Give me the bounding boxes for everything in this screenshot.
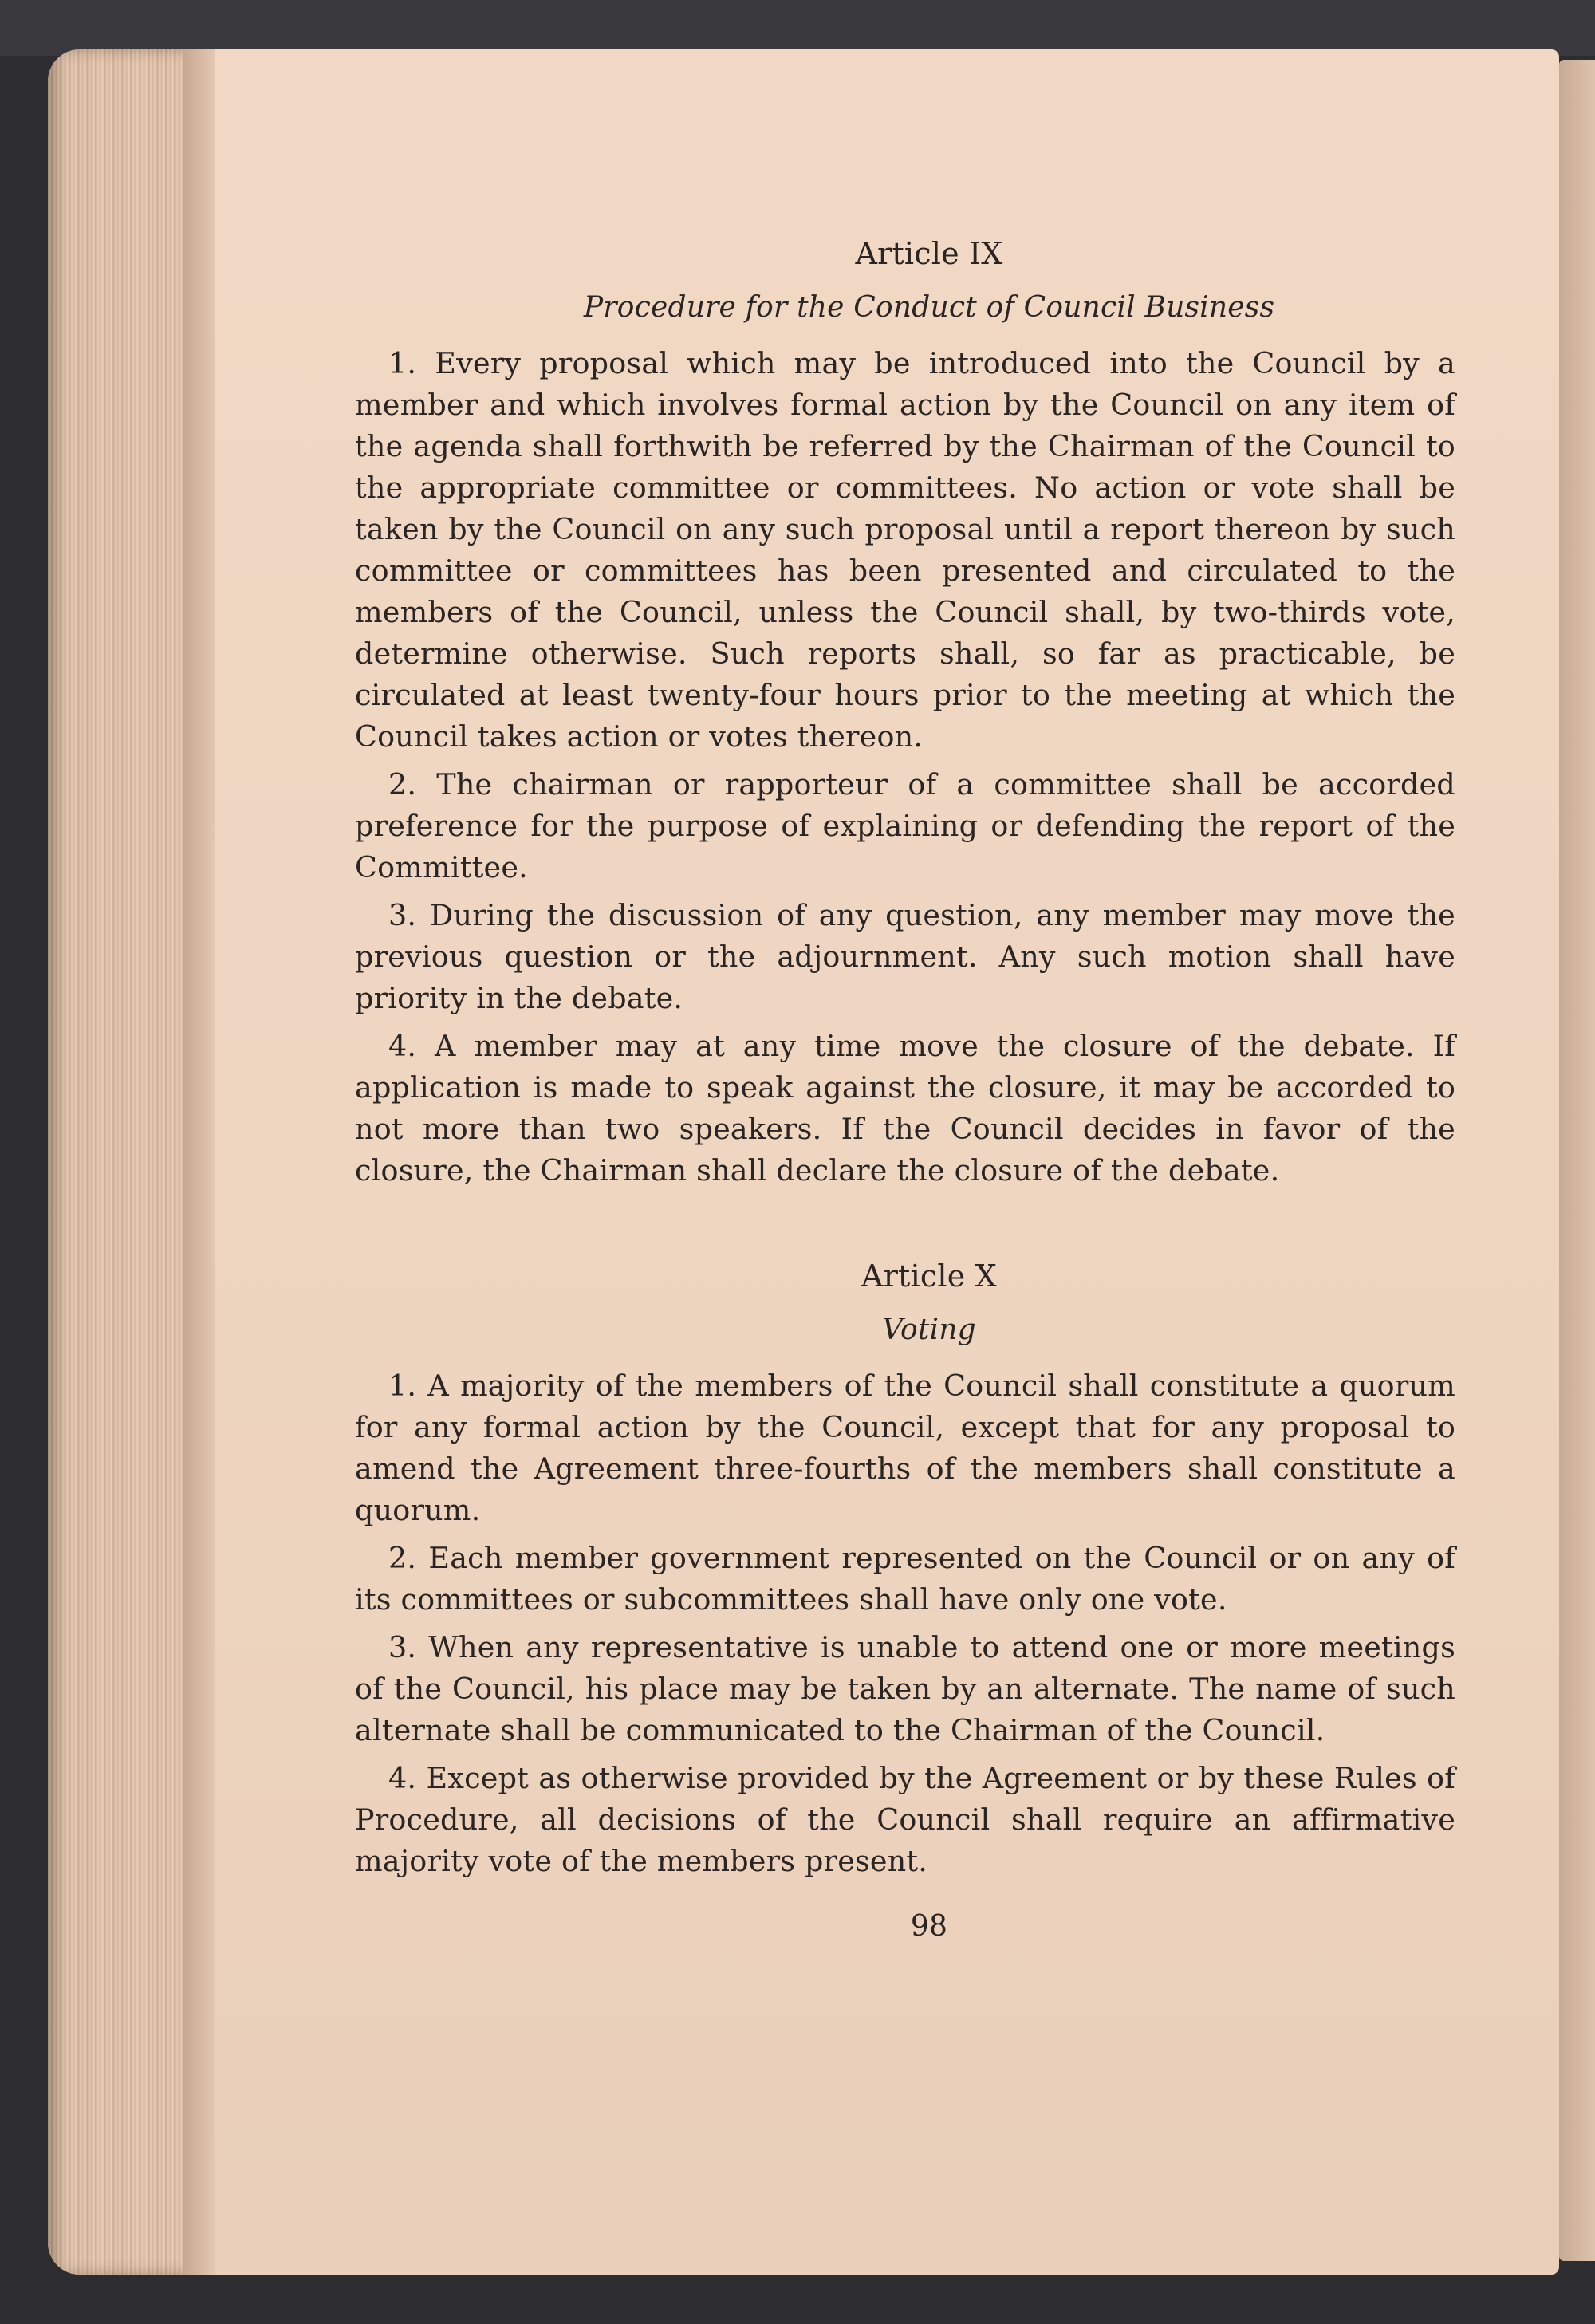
paragraph: 4. Except as otherwise provided by the Agreement or by these Rules of Procedure, all decisions of the Council shall require an affirmative majority vote of the members present. bbox=[355, 1761, 1455, 1878]
paragraph: 3. During the discussion of any question, any member may move the previous question or the adjournment. Any such motion shall have priority in the debate. bbox=[355, 898, 1455, 1015]
paragraph: 3. When any representative is unable to attend one or more meetings of the Council, his place may be taken by an alternate. The name of such alternate shall be communicated to the Chairman of the Council. bbox=[355, 1630, 1455, 1747]
article-title: Article X bbox=[861, 1259, 997, 1294]
section-spacer bbox=[355, 1198, 1455, 1254]
article-x bbox=[355, 1254, 1455, 1882]
article-subtitle: Voting bbox=[882, 1314, 976, 1346]
page-text bbox=[355, 231, 1455, 1948]
paragraph: 4. A member may at any time move the closure of the debate. If application is made to speak against the closure, it may be accorded to not more than two speakers. If the Council decides in favor of the closure, the Chairman shall declare the closure of the debate. bbox=[355, 1029, 1455, 1188]
facing-page-edge bbox=[1559, 60, 1595, 2261]
paragraph: 1. A majority of the members of the Council shall constitute a quorum for any formal action by the Council, except that for any proposal to amend the Agreement three-fourths of the members shall constitute a quorum. bbox=[355, 1369, 1455, 1527]
scan-backdrop bbox=[0, 0, 1595, 56]
gutter-shadow bbox=[183, 49, 215, 2275]
page-edges bbox=[48, 49, 183, 2275]
article-ix bbox=[355, 231, 1455, 1192]
article-title: Article IX bbox=[855, 236, 1003, 271]
paragraph: 2. The chairman or rapporteur of a committee shall be accorded preference for the purpose of explaining or defending the report of the Committee. bbox=[355, 767, 1455, 884]
paragraph: 2. Each member government represented on the Council or on any of its committees or subcommittees shall have only one vote. bbox=[355, 1541, 1455, 1617]
page-number: 98 bbox=[910, 1910, 948, 1943]
paragraph: 1. Every proposal which may be introduced into the Council by a member and which involves formal action by the Council on any item of the agenda shall forthwith be referred by the Chairman of the Council to the appropriate committee or committees. No action or vote shall be taken by the Council on any such proposal until a report thereon by such committee or committees has been presented and circulated to the members of the Council, unless the Council shall, by two-thirds vote, determine otherwise. Such reports shall, so far as practicable, be circulated at least twenty-four hours prior to the meeting at which the Council takes action or votes thereon. bbox=[355, 346, 1455, 754]
article-subtitle: Procedure for the Conduct of Council Business bbox=[583, 291, 1275, 324]
